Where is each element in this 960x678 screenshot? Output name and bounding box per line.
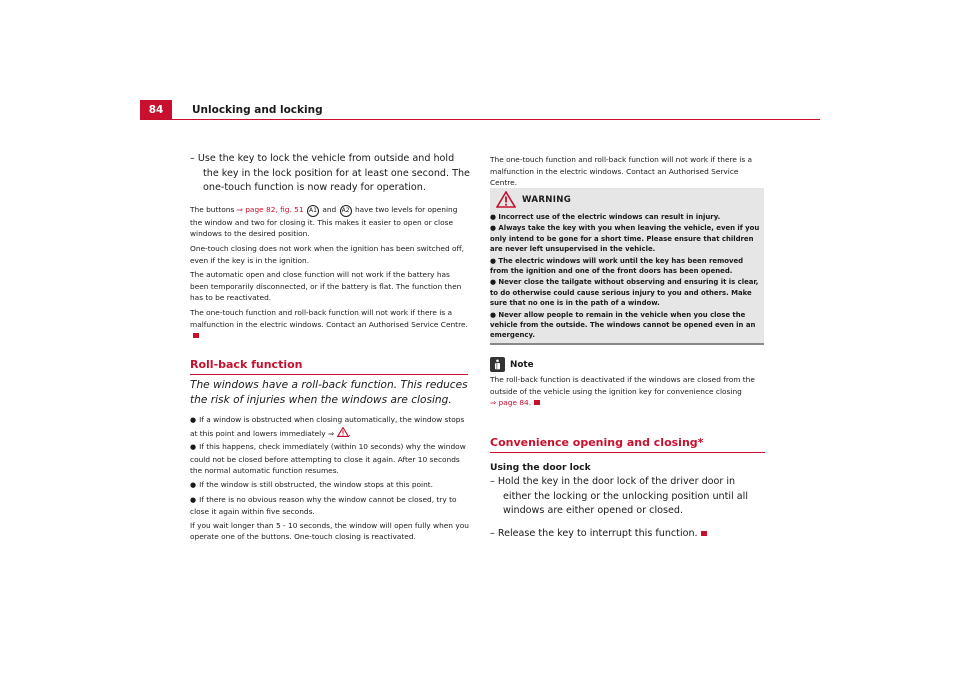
warning-header	[496, 191, 571, 208]
callout-a1: A1	[307, 205, 319, 217]
list-item: ● If the window is still obstructed, the window stops at this point.	[190, 479, 434, 489]
malfunction-paragraph	[190, 307, 470, 342]
bullet1-arrow: ⇒	[327, 428, 335, 438]
warning-triangle-icon	[337, 427, 349, 437]
rollback-intro: The windows have a roll-back function. This reduces the risk of injuries when the windows are closing.	[190, 379, 468, 406]
bullet2-text: If this happens, check immediately (within 10 seconds) why the window could not be closed before attempting to close it again. After 10 seconds the normal automatic function resumes.	[190, 442, 466, 476]
list-item: ● Incorrect use of the electric windows can result in injury.	[490, 213, 721, 221]
lock-step: – Use the key to lock the vehicle from outside and hold the key in the lock position for at least one second. The one-touch function is now ready for operation.	[190, 153, 470, 194]
end-of-section-icon	[701, 531, 707, 536]
page-84-link[interactable]: ⇒ page 84.	[490, 398, 532, 408]
battery-paragraph: The automatic open and close function will not work if the battery has been temporarily disconnected, or if the battery is flat. The function then has to be reactivated.	[190, 270, 462, 303]
note-body: The roll-back function is deactivated if the windows are closed from the outside of the vehicle using the ignition key for convenience closing	[490, 375, 755, 396]
note-label: Note	[510, 359, 534, 370]
warning-label: WARNING	[522, 194, 572, 205]
list-item: ● If a window is obstructed when closing automatically, the window stops at this point and lowers immediately ⇒ .	[190, 415, 465, 438]
bullet3-text: If the window is still obstructed, the window stops at this point.	[199, 479, 434, 489]
buttons-pre: The buttons	[190, 204, 235, 214]
bullet1-text: If a window is obstructed when closing automatically, the window stops at this point and lowers immediately	[190, 415, 465, 438]
convenience-steps	[490, 475, 765, 549]
warning-triangle-icon	[496, 191, 516, 208]
note-header	[490, 357, 760, 372]
buttons-post: have two levels for opening the window and two for closing it. This makes it easier to open or close windows to the desired position.	[190, 204, 458, 239]
left-column-top	[190, 152, 470, 345]
release-key-text: – Release the key to interrupt this function.	[490, 527, 698, 539]
list-item: ● Never allow people to remain in the vehicle when you close the vehicle from the outside. The windows cannot be opened even in an emergency.	[490, 310, 756, 340]
page-number: 84	[140, 100, 172, 120]
rollback-bullets	[190, 414, 470, 545]
one-touch-malfunction-paragraph: The one-touch function and roll-back function will not work if there is a malfunction in the electric windows. Contact an Authorised Service Centre.	[490, 155, 753, 188]
note-block	[490, 357, 760, 409]
rollback-section-title: Roll-back function	[190, 358, 468, 375]
buttons-and: and	[322, 204, 337, 214]
buttons-paragraph	[190, 204, 470, 240]
warning-box	[490, 188, 764, 345]
chapter-title: Unlocking and locking	[192, 104, 323, 116]
list-item: ● Always take the key with you when leaving the vehicle, even if you only intend to be gone for a short time. Please ensure that children are never left unsupervised in the vehicle.	[490, 224, 760, 254]
bullet4-text: If there is no obvious reason why the window cannot be closed, try to close it again within five seconds.	[190, 494, 457, 517]
callout-a2: A2	[340, 205, 352, 217]
rollback-closing-paragraph: If you wait longer than 5 - 10 seconds, the window will open fully when you operate one of the buttons. One-touch closing is reactivated.	[190, 520, 469, 542]
end-of-section-icon	[193, 333, 199, 338]
door-lock-subheading: Using the door lock	[490, 462, 591, 473]
end-of-section-icon	[534, 400, 540, 405]
header-divider	[140, 119, 820, 120]
warning-list	[490, 212, 762, 342]
right-column-top	[490, 154, 765, 189]
page-82-link[interactable]: ⇒ page 82, fig. 51	[236, 204, 304, 214]
list-item: ● If there is no obvious reason why the window cannot be closed, try to close it again within five seconds.	[190, 494, 457, 517]
list-item: ● The electric windows will work until the key has been removed from the ignition and one of the front doors has been opened.	[490, 256, 744, 276]
convenience-section-title: Convenience opening and closing*	[490, 436, 765, 453]
malfunction-text: The one-touch function and roll-back function will not work if there is a malfunction in the electric windows. Contact an Authorised Service Centre.	[190, 307, 468, 329]
hold-key-step: – Hold the key in the door lock of the driver door in either the locking or the unlocking position until all windows are either opened or closed.	[490, 476, 748, 517]
note-text	[490, 374, 760, 409]
one-touch-ignition-paragraph: One-touch closing does not work when the ignition has been switched off, even if the key is in the ignition.	[190, 243, 464, 265]
list-item: ● If this happens, check immediately (within 10 seconds) why the window could not be closed before attempting to close it again. After 10 seconds the normal automatic function resumes.	[190, 442, 466, 476]
note-info-icon	[490, 357, 505, 372]
release-key-step	[490, 527, 765, 542]
list-item: ● Never close the tailgate without observing and ensuring it is clear, to do otherwise could cause serious injury to you and others. Make sure that no one is in the path of a window.	[490, 278, 759, 308]
